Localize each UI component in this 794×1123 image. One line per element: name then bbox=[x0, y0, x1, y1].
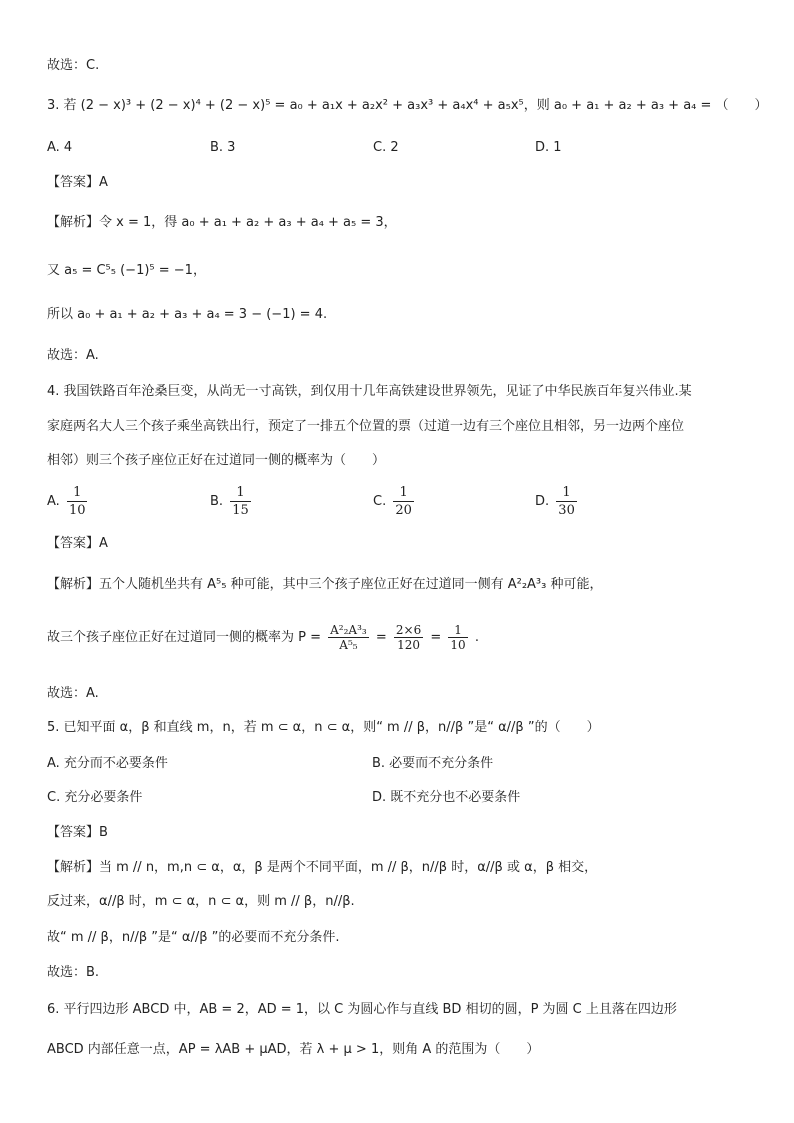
q4-choice: 故选：A. bbox=[47, 686, 99, 701]
q4-option-b-label: B. bbox=[210, 494, 224, 509]
q5-option-d: D. 既不充分也不必要条件 bbox=[372, 790, 521, 805]
question-6-stem-line-2: ABCD 内部任意一点，AP = λAB + μAD，若 λ + μ > 1，则角 A 的范围为（ ） bbox=[47, 1042, 540, 1057]
q4-option-a-fraction bbox=[67, 484, 88, 519]
q4-option-a bbox=[47, 484, 90, 519]
q3-answer: 【答案】A bbox=[47, 175, 108, 190]
q4-option-a-label: A. bbox=[47, 494, 60, 509]
q5-analysis-line-1: 【解析】当 m // n，m,n ⊂ α，α，β 是两个不同平面，m // β，n//β 时，α//β 或 α，β 相交， bbox=[47, 860, 598, 875]
q4-option-b-numerator: 1 bbox=[230, 484, 251, 502]
q5-choice: 故选：B. bbox=[47, 965, 100, 980]
q3-choice: 故选：A. bbox=[47, 348, 99, 363]
q4-analysis-line-2 bbox=[47, 623, 479, 652]
q4-option-d bbox=[535, 484, 580, 519]
q4-option-b-denominator: 15 bbox=[232, 503, 249, 518]
q5-answer: 【答案】B bbox=[47, 825, 108, 840]
q3-analysis-line-1: 【解析】令 x = 1，得 a₀ + a₁ + a₂ + a₃ + a₄ + a₅ = 3， bbox=[47, 215, 397, 230]
q4-option-d-numerator: 1 bbox=[556, 484, 577, 502]
q4-option-d-fraction bbox=[556, 484, 577, 519]
q4-fraction-result bbox=[448, 623, 467, 652]
q3-option-c: C. 2 bbox=[373, 140, 399, 155]
previous-answer-choice: 故选：C. bbox=[47, 58, 100, 73]
q5-analysis-line-2: 反过来，α//β 时，m ⊂ α，n ⊂ α，则 m // β，n//β. bbox=[47, 894, 355, 909]
q4-fraction-result-denominator: 10 bbox=[450, 638, 466, 652]
q4-equals-sign-2: = bbox=[430, 630, 442, 645]
q4-option-d-denominator: 30 bbox=[558, 503, 575, 518]
q3-option-d: D. 1 bbox=[535, 140, 562, 155]
q4-fraction-computed bbox=[394, 623, 423, 652]
q4-option-c-denominator: 20 bbox=[395, 503, 412, 518]
q4-fraction-computed-denominator: 120 bbox=[397, 638, 421, 652]
q4-option-d-label: D. bbox=[535, 494, 550, 509]
q4-fraction-arrangements-numerator: A²₂A³₃ bbox=[330, 623, 367, 637]
q4-fraction-arrangements bbox=[328, 623, 369, 652]
q4-fraction-computed-numerator: 2×6 bbox=[395, 623, 422, 637]
q5-option-b: B. 必要而不充分条件 bbox=[372, 756, 494, 771]
q4-option-c-fraction bbox=[393, 484, 414, 519]
q4-probability-prefix: 故三个孩子座位正好在过道同一侧的概率为 P = bbox=[47, 630, 321, 645]
question-4-stem-line-2: 家庭两名大人三个孩子乘坐高铁出行，预定了一排五个位置的票（过道一边有三个座位且相邻，另一边两个座位 bbox=[47, 419, 685, 434]
q4-option-c bbox=[373, 484, 417, 519]
q5-analysis-line-3: 故“ m // β，n//β ”是“ α//β ”的必要而不充分条件. bbox=[47, 930, 340, 945]
q3-option-a: A. 4 bbox=[47, 140, 73, 155]
q5-option-c: C. 充分必要条件 bbox=[47, 790, 143, 805]
q3-option-b: B. 3 bbox=[210, 140, 236, 155]
q4-equals-sign-1: = bbox=[375, 630, 387, 645]
q4-option-b-fraction bbox=[230, 484, 251, 519]
question-3-stem: 3. 若 (2 − x)³ + (2 − x)⁴ + (2 − x)⁵ = a₀ + a₁x + a₂x² + a₃x³ + a₄x⁴ + a₅x⁵，则 a₀ + a₁ + a₂ + a₃ + a₄ = （ ） bbox=[47, 98, 768, 113]
q4-period: . bbox=[474, 630, 479, 645]
q4-option-c-numerator: 1 bbox=[393, 484, 414, 502]
q5-option-a: A. 充分而不必要条件 bbox=[47, 756, 168, 771]
q4-option-a-denominator: 10 bbox=[68, 503, 86, 518]
question-6-stem-line-1: 6. 平行四边形 ABCD 中，AB = 2，AD = 1，以 C 为圆心作与直线 BD 相切的圆，P 为圆 C 上且落在四边形 bbox=[47, 1002, 677, 1017]
q3-analysis-line-3: 所以 a₀ + a₁ + a₂ + a₃ + a₄ = 3 − (−1) = 4. bbox=[47, 307, 328, 322]
question-4-stem-line-3: 相邻）则三个孩子座位正好在过道同一侧的概率为（ ） bbox=[47, 453, 386, 468]
question-5-stem: 5. 已知平面 α，β 和直线 m，n，若 m ⊂ α，n ⊂ α，则“ m // β，n//β ”是“ α//β ”的（ ） bbox=[47, 720, 600, 735]
q4-answer: 【答案】A bbox=[47, 536, 108, 551]
q3-analysis-line-2: 又 a₅ = C⁵₅ (−1)⁵ = −1， bbox=[47, 263, 206, 278]
q4-fraction-result-numerator: 1 bbox=[448, 623, 467, 638]
q4-option-c-label: C. bbox=[373, 494, 387, 509]
q4-fraction-arrangements-denominator: A⁵₅ bbox=[339, 638, 358, 652]
q4-analysis-line-1: 【解析】五个人随机坐共有 A⁵₅ 种可能，其中三个孩子座位正好在过道同一侧有 A²₂A³₃ 种可能， bbox=[47, 577, 603, 592]
q4-option-a-numerator: 1 bbox=[67, 484, 88, 502]
q4-option-b bbox=[210, 484, 254, 519]
question-4-stem-line-1: 4. 我国铁路百年沧桑巨变，从尚无一寸高铁，到仅用十几年高铁建设世界领先，见证了中华民族百年复兴伟业.某 bbox=[47, 384, 692, 399]
